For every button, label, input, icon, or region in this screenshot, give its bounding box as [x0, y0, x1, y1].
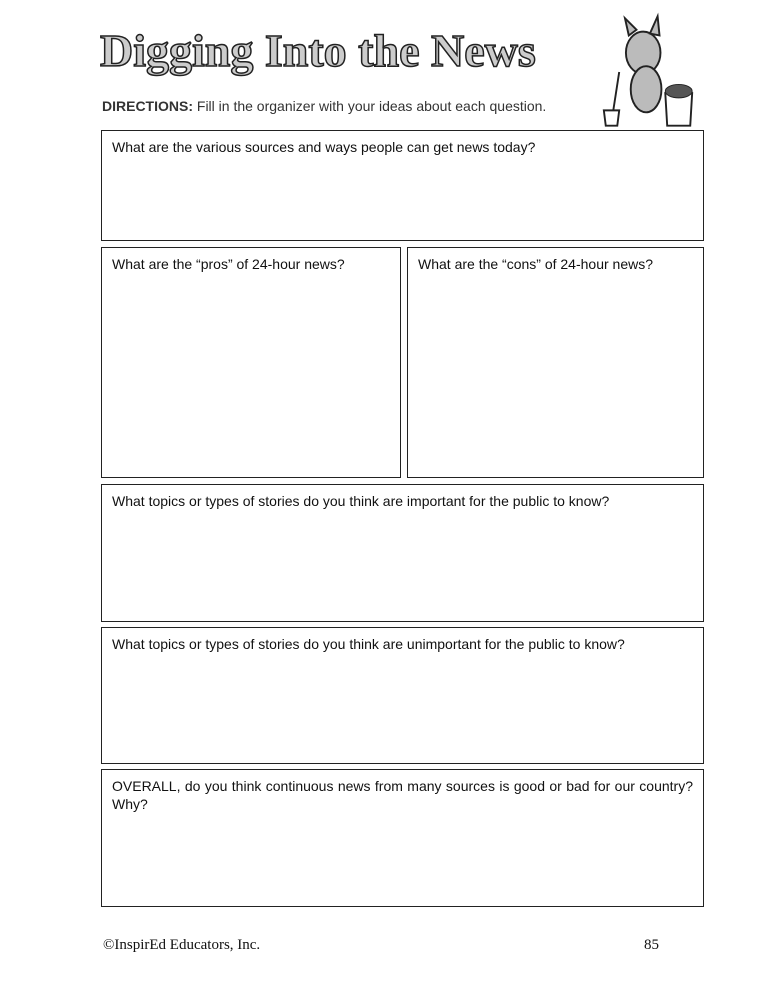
answer-box-overall[interactable] [101, 769, 704, 907]
answer-box-pros[interactable] [101, 247, 401, 478]
page-number: 85 [644, 937, 659, 953]
directions-label: DIRECTIONS: [102, 98, 193, 114]
directions [102, 98, 546, 114]
question-unimportant: What topics or types of stories do you think are unimportant for the public to know? [112, 636, 625, 652]
worksheet-title: Digging Into the News [100, 25, 536, 76]
question-cons: What are the “cons” of 24-hour news? [418, 256, 654, 272]
copyright: ©InspirEd Educators, Inc. [103, 937, 261, 953]
question-sources: What are the various sources and ways people can get news today? [112, 139, 536, 155]
question-important: What topics or types of stories do you think are important for the public to know? [112, 493, 610, 509]
answer-box-cons[interactable] [407, 247, 704, 478]
directions-text: Fill in the organizer with your ideas about each question. [193, 98, 547, 114]
answer-box-sources[interactable] [101, 130, 704, 241]
answer-box-unimportant[interactable] [101, 627, 704, 764]
dog-digging-mascot-icon [600, 12, 696, 130]
question-pros: What are the “pros” of 24-hour news? [112, 256, 345, 272]
question-overall: OVERALL, do you think continuous news from many sources is good or bad for our country? Why? [112, 778, 693, 812]
answer-box-important[interactable] [101, 484, 704, 622]
